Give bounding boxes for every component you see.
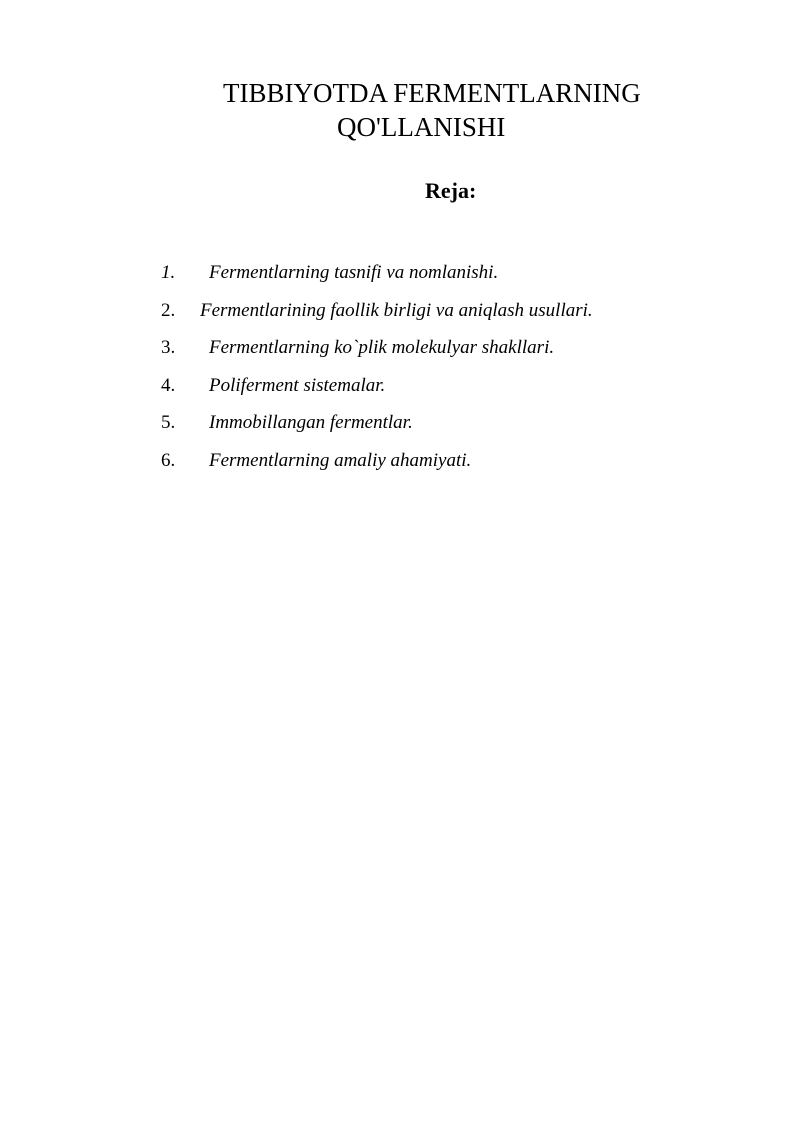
plan-item-number: 1. <box>161 262 176 283</box>
plan-item-number: 3. <box>161 337 176 358</box>
plan-heading: Reja: <box>425 178 477 203</box>
plan-item-number: 5. <box>161 412 176 433</box>
title-line-2: QO'LLANISHI <box>337 112 506 142</box>
plan-item <box>0 296 800 334</box>
plan-item-text: Fermentlarning ko`plik molekulyar shakllari. <box>209 337 555 358</box>
plan-item <box>0 371 800 409</box>
plan-item-text: Immobillangan fermentlar. <box>209 412 413 433</box>
plan-list <box>0 258 800 483</box>
plan-item-text: Fermentlarining faollik birligi va aniqlash usullari. <box>200 299 593 321</box>
plan-item <box>0 258 800 296</box>
plan-item-text: Poliferment sistemalar. <box>209 374 386 396</box>
plan-item-number: 6. <box>161 449 176 471</box>
plan-item <box>0 408 800 446</box>
plan-item-number: 2. <box>161 299 176 321</box>
plan-item-number: 4. <box>161 374 176 396</box>
plan-item-text: Fermentlarning tasnifi va nomlanishi. <box>209 262 499 283</box>
plan-item <box>0 446 800 484</box>
plan-item-text: Fermentlarning amaliy ahamiyati. <box>209 449 472 471</box>
title-line-1: TIBBIYOTDA FERMENTLARNING <box>223 78 641 108</box>
plan-item <box>0 333 800 371</box>
